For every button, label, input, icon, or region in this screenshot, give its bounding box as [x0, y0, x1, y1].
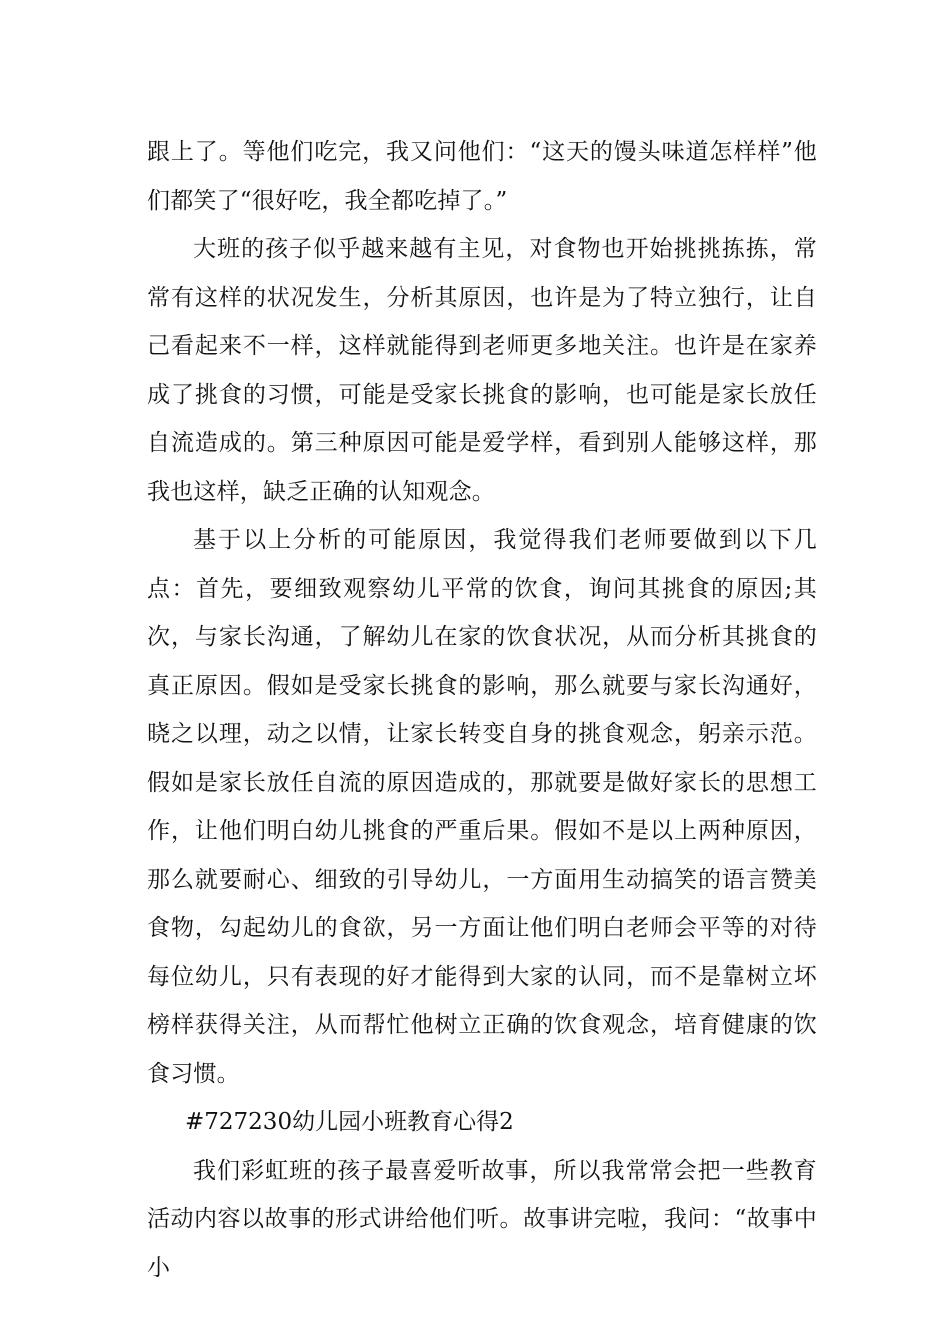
paragraph-story-activity: 我们彩虹班的孩子最喜爱听故事，所以我常常会把一些教育活动内容以故事的形式讲给他们听。故事讲完啦，我问：“故事中小 — [147, 1157, 817, 1281]
section-heading: #727230幼儿园小班教育心得2 — [185, 1109, 514, 1135]
paragraph-teacher-measures: 基于以上分析的可能原因，我觉得我们老师要做到以下几点：首先，要细致观察幼儿平常的饮食，询问其挑食的原因;其次，与家长沟通，了解幼儿在家的饮食状况，从而分析其挑食的真正原因。假如是受家长挑食的影响，那么就要与家长沟通好，晓之以理，动之以情，让家长转变自身的挑食观念，躬亲示范。假如是家长放任自流的原因造成的，那就要是做好家长的思想工作，让他们明白幼儿挑食的严重后果。假如不是以上两种原因，那么就要耐心、细致的引导幼儿，一方面用生动搞笑的语言赞美食物，勾起幼儿的食欲，另一方面让他们明白老师会平等的对待每位幼儿，只有表现的好才能得到大家的认同，而不是靠树立坏榜样获得关注，从而帮忙他树立正确的饮食观念，培育健康的饮食习惯。 — [147, 527, 817, 1087]
document-body — [147, 128, 817, 1292]
paragraph-picky-eating-causes: 大班的孩子似乎越来越有主见，对食物也开始挑挑拣拣，常常有这样的状况发生，分析其原因，也许是为了特立独行，让自己看起来不一样，这样就能得到老师更多地关注。也许是在家养成了挑食的习惯，可能是受家长挑食的影响，也可能是家长放任自流造成的。第三种原因可能是爱学样，看到别人能够这样，那我也这样，缺乏正确的认知观念。 — [147, 236, 817, 505]
paragraph-continuation: 跟上了。等他们吃完，我又问他们：“这天的馒头味道怎样样”他们都笑了“很好吃，我全都吃掉了。” — [147, 139, 817, 214]
